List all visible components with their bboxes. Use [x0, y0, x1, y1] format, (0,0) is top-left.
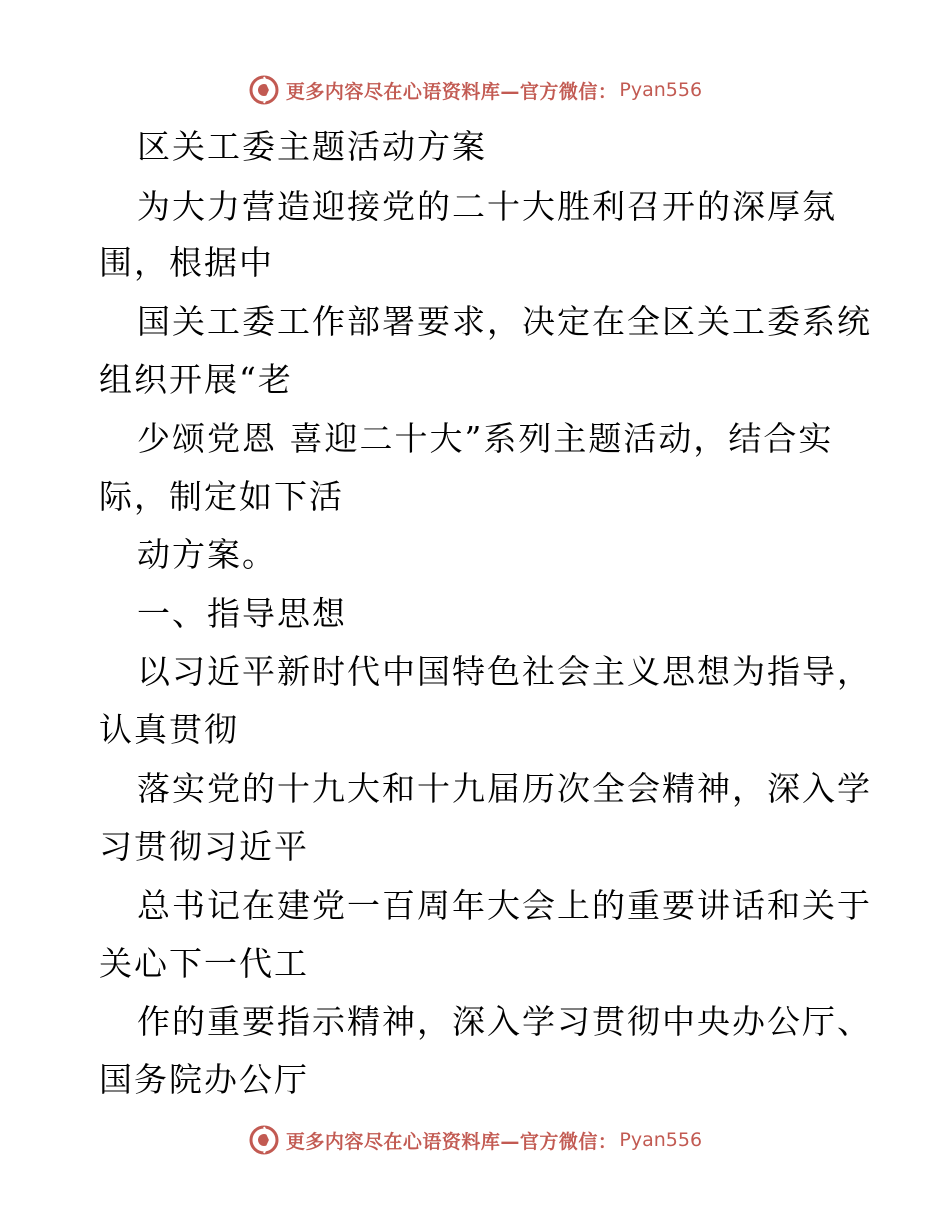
section-heading: 一、指导思想 — [137, 594, 347, 633]
paragraph-line: 为大力营造迎接党的二十大胜利召开的深厚氛 — [137, 187, 837, 226]
banner-text: 更多内容尽在心语资料库—官方微信： — [285, 80, 618, 103]
paragraph-line: 国务院办公厅 — [99, 1060, 309, 1099]
paragraph-line: 少颂党恩 喜迎二十大”系列主题活动，结合实 — [137, 419, 834, 458]
paragraph-line: 习贯彻习近平 — [99, 827, 309, 866]
logo-icon — [248, 1124, 280, 1156]
paragraph-line: 围，根据中 — [99, 243, 274, 282]
banner-wechat-id: Pyan556 — [619, 1129, 703, 1151]
paragraph-line: 落实党的十九大和十九届历次全会精神，深入学 — [137, 769, 872, 808]
header-watermark-banner — [0, 70, 950, 110]
paragraph-line: 关心下一代工 — [99, 944, 309, 983]
paragraph-line: 作的重要指示精神，深入学习贯彻中央办公厅、 — [137, 1002, 872, 1041]
paragraph-line: 总书记在建党一百周年大会上的重要讲话和关于 — [137, 886, 872, 925]
document-title: 区关工委主题活动方案 — [137, 127, 487, 166]
paragraph-line: 国关工委工作部署要求，决定在全区关工委系统 — [137, 302, 872, 341]
paragraph-line: 组织开展“老 — [99, 360, 293, 399]
paragraph-line: 以习近平新时代中国特色社会主义思想为指导， — [137, 652, 872, 691]
paragraph-line: 动方案。 — [137, 535, 277, 574]
footer-watermark-banner — [0, 1120, 950, 1160]
banner-text: 更多内容尽在心语资料库—官方微信： — [285, 1130, 618, 1153]
paragraph-line: 认真贯彻 — [99, 710, 239, 749]
paragraph-line: 际，制定如下活 — [99, 477, 344, 516]
logo-icon — [248, 74, 280, 106]
banner-wechat-id: Pyan556 — [619, 79, 703, 101]
